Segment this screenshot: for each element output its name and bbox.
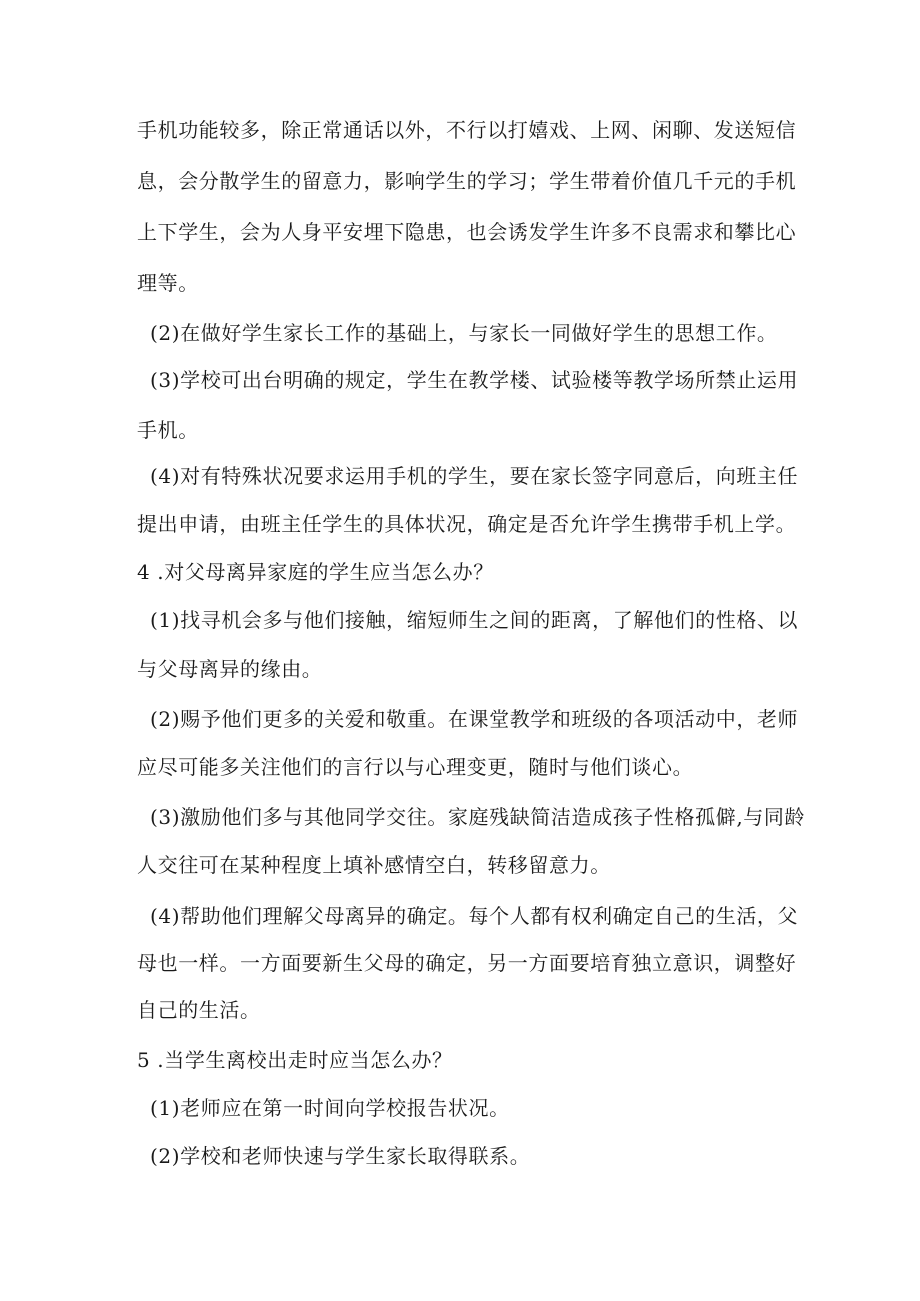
q5-item-1: (1)老师应在第一时间向学校报告状况。	[150, 1096, 510, 1120]
question-5-heading: 5 .当学生离校出走时应当怎么办？	[137, 1048, 453, 1072]
list-item-3: (3)学校可出台明确的规定，学生在教学楼、试验楼等教学场所禁止运用	[150, 368, 799, 392]
paragraph-line: 息，会分散学生的留意力，影响学生的学习；学生带着价值几千元的手机	[137, 169, 797, 193]
q4-item-1: (1)找寻机会多与他们接触，缩短师生之间的距离，了解他们的性格、以	[150, 608, 799, 632]
q4-item-2: (2)赐予他们更多的关爱和敬重。在课堂教学和班级的各项活动中，老师	[150, 707, 799, 731]
q5-item-2: (2)学校和老师快速与学生家长取得联系。	[150, 1144, 531, 1168]
list-item-4: (4)对有特殊状况要求运用手机的学生，要在家长签字同意后，向班主任	[150, 464, 799, 488]
q4-item-4: (4)帮助他们理解父母离异的确定。每个人都有权利确定自己的生活，父	[150, 904, 799, 928]
q4-item-3: (3)激励他们多与其他同学交往。家庭残缺简洁造成孩子性格孤僻,与同龄	[150, 805, 806, 829]
q4-item-1-continued: 与父母离异的缘由。	[137, 657, 323, 681]
list-item-2: (2)在做好学生家长工作的基础上，与家长一同做好学生的思想工作。	[150, 321, 778, 345]
list-item-3-continued: 手机。	[137, 418, 199, 442]
question-4-heading: 4 .对父母离异家庭的学生应当怎么办？	[137, 560, 494, 584]
paragraph-line: 手机功能较多，除正常通话以外，不行以打嬉戏、上网、闲聊、发送短信	[137, 118, 797, 142]
q4-item-4-continued: 母也一样。一方面要新生父母的确定，另一方面要培育独立意识，调整好	[137, 951, 797, 975]
paragraph-line: 上下学生，会为人身平安埋下隐患，也会诱发学生许多不良需求和攀比心	[137, 220, 797, 244]
list-item-4-continued: 提出申请，由班主任学生的具体状况，确定是否允许学生携带手机上学。	[137, 512, 797, 536]
q4-item-2-continued: 应尽可能多关注他们的言行以与心理变更，随时与他们谈心。	[137, 755, 694, 779]
paragraph-line: 理等。	[137, 271, 199, 295]
q4-item-4-continued: 自己的生活。	[137, 998, 261, 1022]
q4-item-3-continued: 人交往可在某种程度上填补感情空白，转移留意力。	[137, 853, 611, 877]
